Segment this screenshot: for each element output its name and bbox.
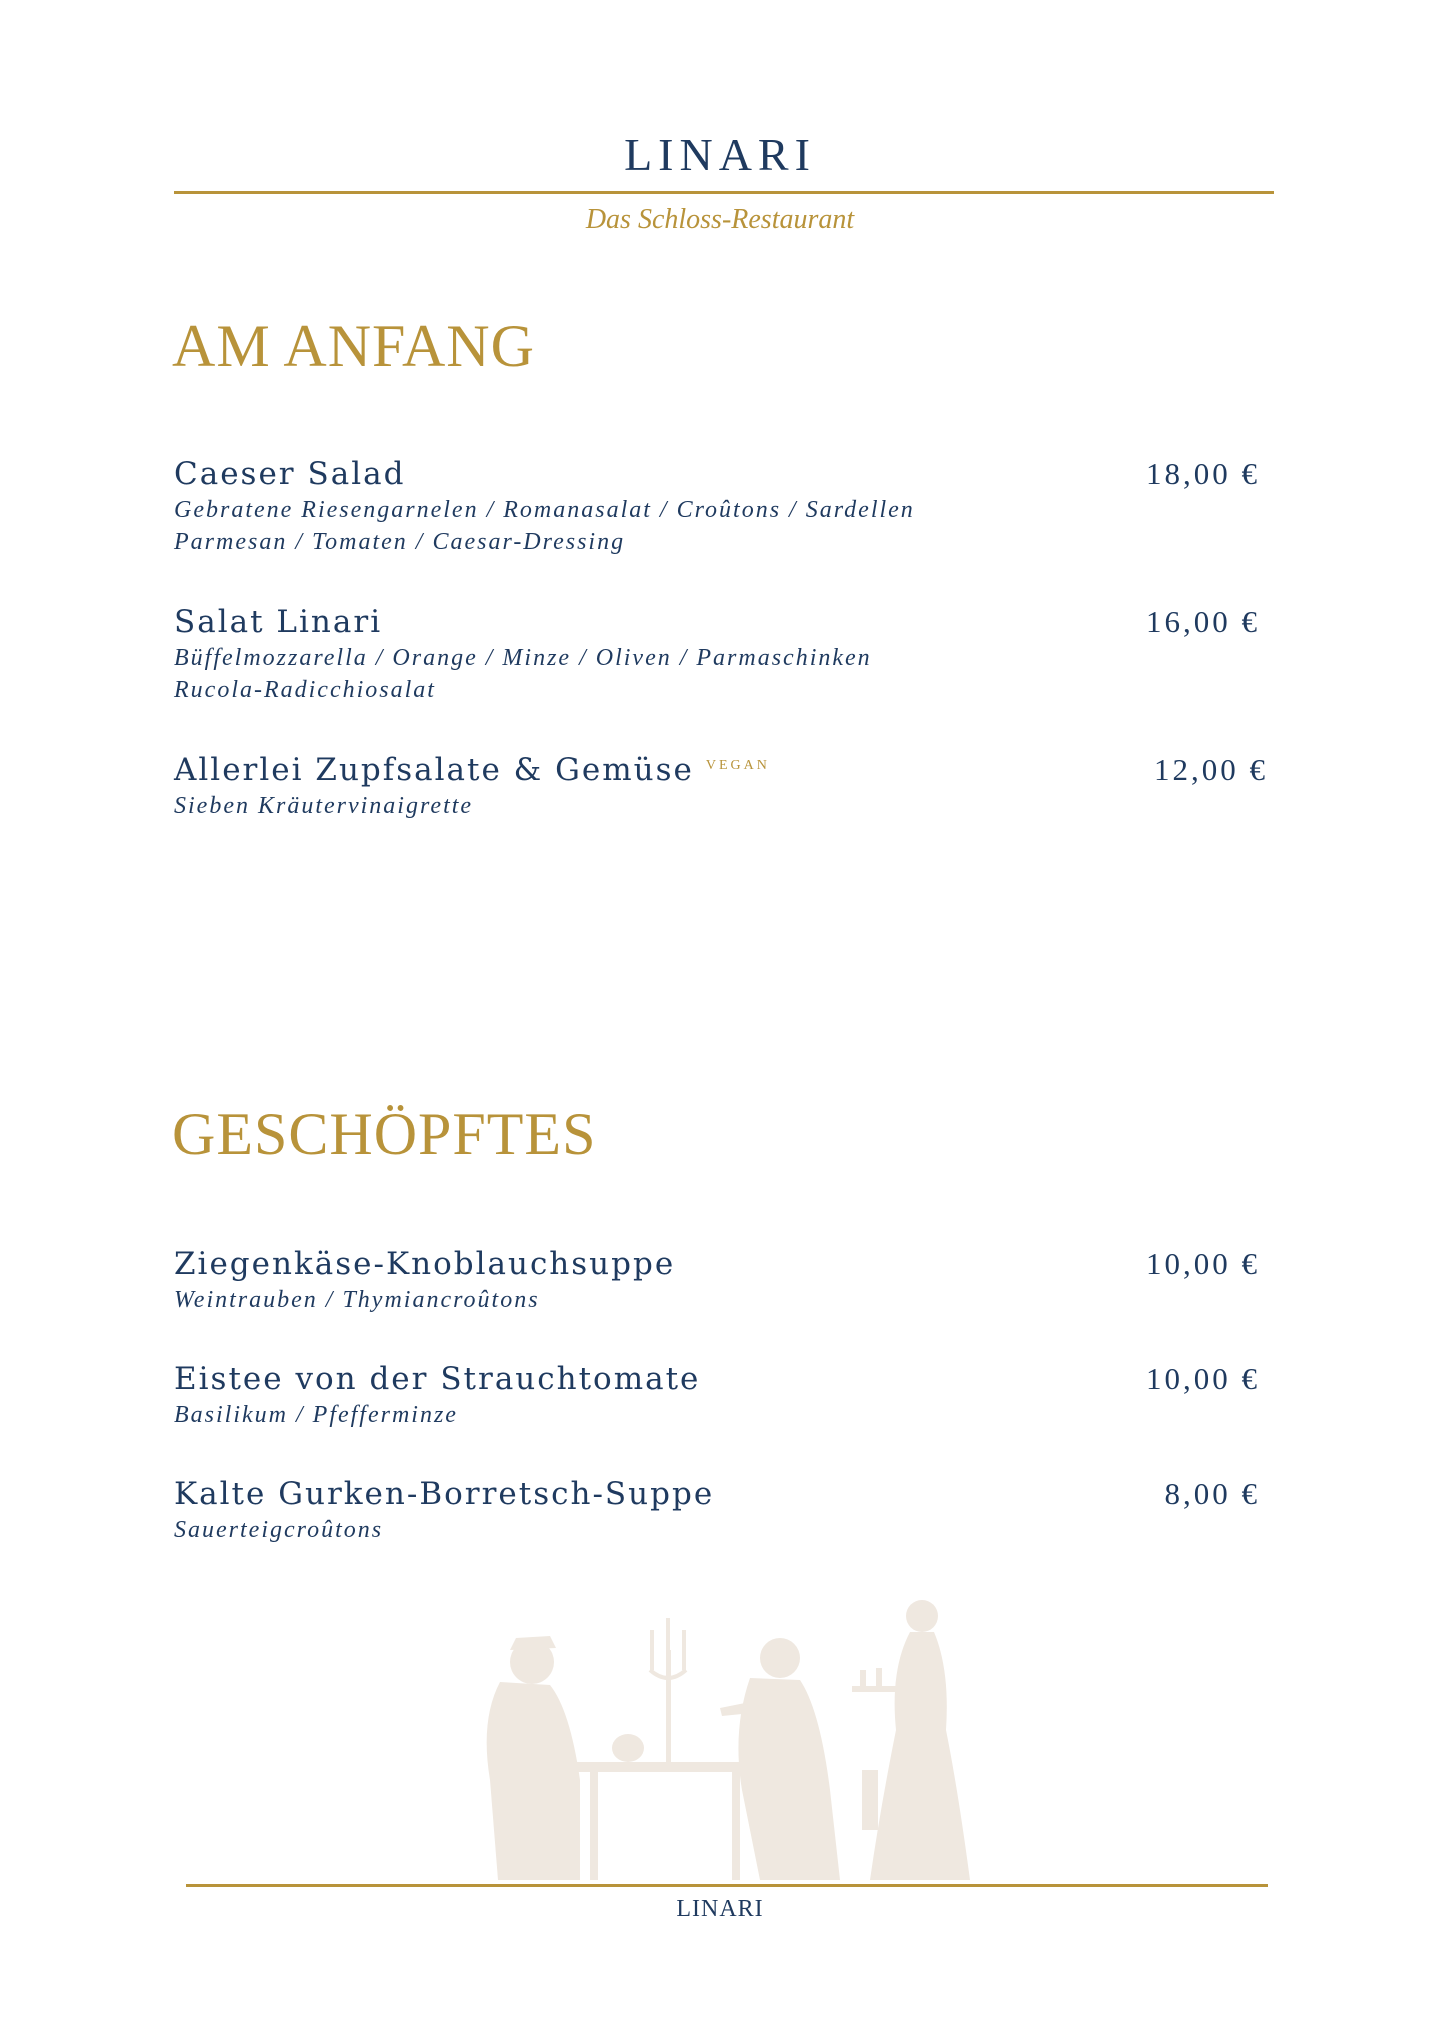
menu-item-gurken-suppe: [174, 1474, 1274, 1546]
item-price: 16,00 €: [1146, 604, 1260, 639]
footer-brand: LINARI: [676, 1896, 764, 1922]
menu-item-salat-linari: [174, 602, 1274, 706]
item-name: Salat Linari: [174, 604, 383, 640]
item-name: Allerlei Zupfsalate & Gemüse: [174, 752, 694, 788]
item-price: 8,00 €: [1164, 1476, 1260, 1511]
header-divider: [174, 191, 1274, 194]
item-description: Büffelmozzarella / Orange / Minze / Oliven / Parmaschinken: [174, 645, 872, 671]
menu-item-zupfsalate: [174, 750, 1274, 822]
item-price: 10,00 €: [1146, 1361, 1260, 1396]
item-price: 18,00 €: [1146, 456, 1260, 491]
section-title-am-anfang: AM ANFANG: [172, 313, 535, 379]
item-description: Rucola-Radicchiosalat: [174, 677, 436, 703]
item-description: Basilikum / Pfefferminze: [174, 1402, 458, 1428]
dining-scene-silhouette: [470, 1590, 990, 1890]
item-name-row: [174, 750, 1274, 790]
vegan-badge: VEGAN: [705, 758, 770, 773]
section-title-geschoepftes: GESCHÖPFTES: [172, 1101, 597, 1167]
item-description: Weintrauben / Thymiancroûtons: [174, 1287, 540, 1313]
item-name: Kalte Gurken-Borretsch-Suppe: [174, 1476, 715, 1512]
menu-item-ziegenkaese-suppe: [174, 1244, 1274, 1316]
item-description: Sieben Kräutervinaigrette: [174, 793, 474, 819]
menu-item-eistee: [174, 1359, 1274, 1431]
item-description: Gebratene Riesengarnelen / Romanasalat / Croûtons / Sardellen: [174, 497, 915, 523]
brand-tagline: Das Schloss-Restaurant: [585, 204, 855, 235]
menu-item-caeser-salad: [174, 454, 1274, 558]
item-name: Eistee von der Strauchtomate: [174, 1361, 701, 1397]
item-price: 10,00 €: [1146, 1246, 1260, 1281]
item-description: Parmesan / Tomaten / Caesar-Dressing: [174, 529, 626, 555]
item-price: 12,00 €: [1154, 752, 1268, 787]
brand-title: LINARI: [624, 129, 816, 180]
item-name: Ziegenkäse-Knoblauchsuppe: [174, 1246, 676, 1282]
footer-divider: [186, 1884, 1268, 1887]
item-description: Sauerteigcroûtons: [174, 1517, 384, 1543]
item-name: Caeser Salad: [174, 456, 406, 492]
